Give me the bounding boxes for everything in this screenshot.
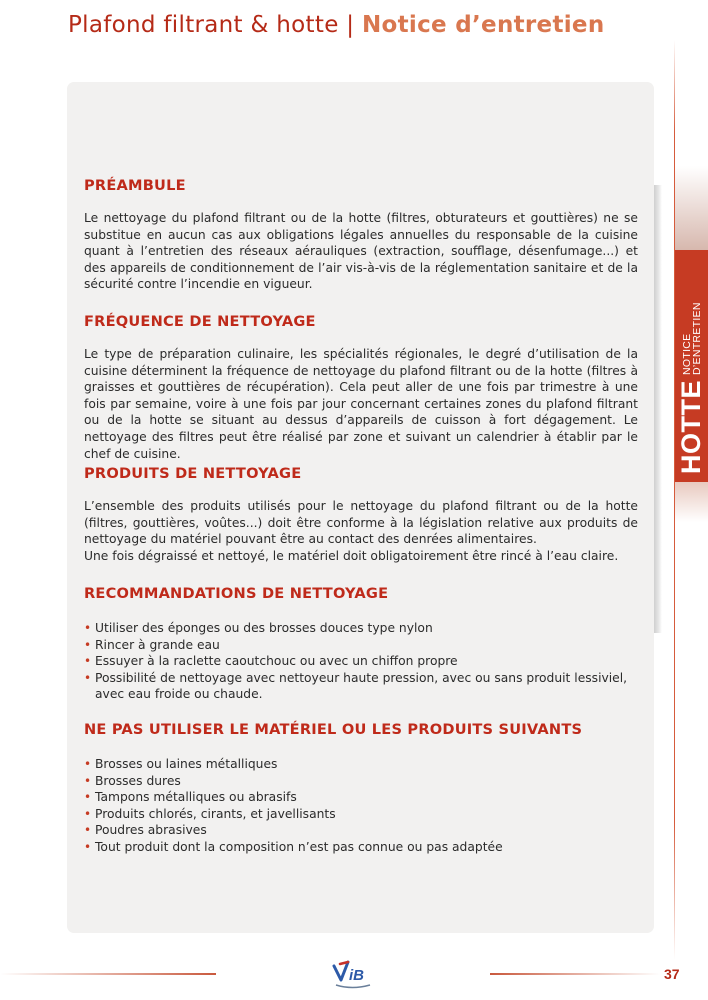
list-item: [84, 789, 638, 806]
section-produits: [84, 464, 638, 564]
page-number: 37: [664, 966, 680, 982]
side-tab-subtitle: [682, 302, 702, 375]
list-item-text: Rincer à grande eau: [95, 637, 220, 652]
section-heading: NE PAS UTILISER LE MATÉRIEL OU LES PRODUITS SUIVANTS: [84, 721, 583, 738]
section-paragraph: Une fois dégraissé et nettoyé, le matériel doit obligatoirement être rincé à l’eau claire.: [84, 548, 619, 563]
list-item: [84, 839, 638, 856]
bullet-icon: •: [84, 839, 92, 854]
list-item: [84, 773, 638, 790]
footer-rule-left: [0, 973, 216, 975]
card-shadow: [654, 185, 662, 633]
page-title: [68, 12, 605, 38]
list-item: [84, 620, 638, 637]
list-item: [84, 637, 638, 654]
side-tab-subtitle-line1: NOTICE: [680, 333, 693, 375]
section-interdits: [84, 720, 638, 856]
bullet-icon: •: [84, 621, 92, 635]
section-side-tab: [675, 250, 708, 482]
page-title-subtitle: Notice d’entretien: [361, 12, 605, 38]
list-item-text: Produits chlorés, cirants, et javellisants: [95, 806, 336, 821]
list-item-text: Tout produit dont la composition n’est pas connue ou pas adaptée: [95, 839, 503, 854]
list-item: [84, 670, 638, 703]
list-item-text: Possibilité de nettoyage avec nettoyeur haute pression, avec ou sans produit lessiviel, avec eau froide ou chaude.: [95, 670, 628, 702]
section-heading: PRODUITS DE NETTOYAGE: [84, 465, 302, 482]
bullet-icon: •: [84, 654, 92, 669]
forbidden-list: [84, 756, 638, 856]
list-item-text: Utiliser des éponges ou des brosses douces type nylon: [95, 621, 433, 635]
side-fade-top: [675, 40, 708, 250]
list-item-text: Essuyer à la raclette caoutchouc ou avec un chiffon propre: [95, 654, 458, 669]
recommendations-list: [84, 620, 638, 703]
bullet-icon: •: [84, 823, 92, 838]
section-heading: PRÉAMBULE: [84, 177, 186, 194]
section-paragraph: Le type de préparation culinaire, les spécialités régionales, le degré d’utilisation de la cuisine déterminent la fréquence de nettoyage du plafond filtrant ou de la hotte (filtres à graisses et gouttières de récupération). Cela peut aller de une fois par trimestre à une fois par semaine, voire à une fois par jour concernant certaines zones du plafond filtrant ou de la hotte se situant au dessus d’appareils de cuisson à fort dégagement. Le nettoyage des filtres peut être réalisé par zone et suivant un calendrier à établir par le chef de cuisine.: [84, 347, 638, 461]
section-preambule: [84, 176, 638, 293]
side-tab-title: HOTTE: [676, 380, 706, 474]
side-fade-bottom: [675, 482, 708, 522]
footer-rule-right: [490, 973, 660, 975]
side-tab-subtitle-line2: D’ENTRETIEN: [690, 302, 703, 375]
list-item-text: Tampons métalliques ou abrasifs: [95, 790, 297, 805]
section-paragraph: Le nettoyage du plafond filtrant ou de la hotte (filtres, obturateurs et gouttières) ne se substitue en aucun cas aux obligations légales annuelles du responsable de la cuisine quant à l’entretien des réseaux aérauliques (extraction, soufflage, désenfumage...) et des appareils de conditionnement de l’air vis-à-vis de la réglementation sanitaire et de la sécurité contre l’incendie en vigueur.: [84, 211, 638, 292]
bullet-icon: •: [84, 757, 92, 771]
list-item-text: Brosses dures: [95, 773, 181, 788]
list-item: [84, 806, 638, 823]
list-item-text: Poudres abrasives: [95, 823, 207, 838]
page-title-main: Plafond filtrant & hotte: [68, 12, 339, 38]
bullet-icon: •: [84, 637, 92, 652]
bullet-icon: •: [84, 670, 92, 685]
bullet-icon: •: [84, 806, 92, 821]
section-heading: FRÉQUENCE DE NETTOYAGE: [84, 313, 316, 330]
section-heading: RECOMMANDATIONS DE NETTOYAGE: [84, 585, 389, 602]
section-paragraph: L’ensemble des produits utilisés pour le nettoyage du plafond filtrant ou de la hotte (filtres, gouttières, voûtes...) doit être conforme à la législation relative aux produits de nettoyage du matériel pouvant être au contact des denrées alimentaires.: [84, 499, 638, 547]
list-item: [84, 653, 638, 670]
bullet-icon: •: [84, 790, 92, 805]
list-item-text: Brosses ou laines métalliques: [95, 757, 278, 771]
page-title-separator: |: [346, 12, 355, 38]
list-item: [84, 822, 638, 839]
list-item: [84, 756, 638, 773]
bullet-icon: •: [84, 773, 92, 788]
section-frequence: [84, 312, 638, 462]
section-recommandations: [84, 584, 638, 703]
vib-logo-icon: [330, 956, 380, 992]
svg-text:iB: iB: [349, 967, 364, 984]
